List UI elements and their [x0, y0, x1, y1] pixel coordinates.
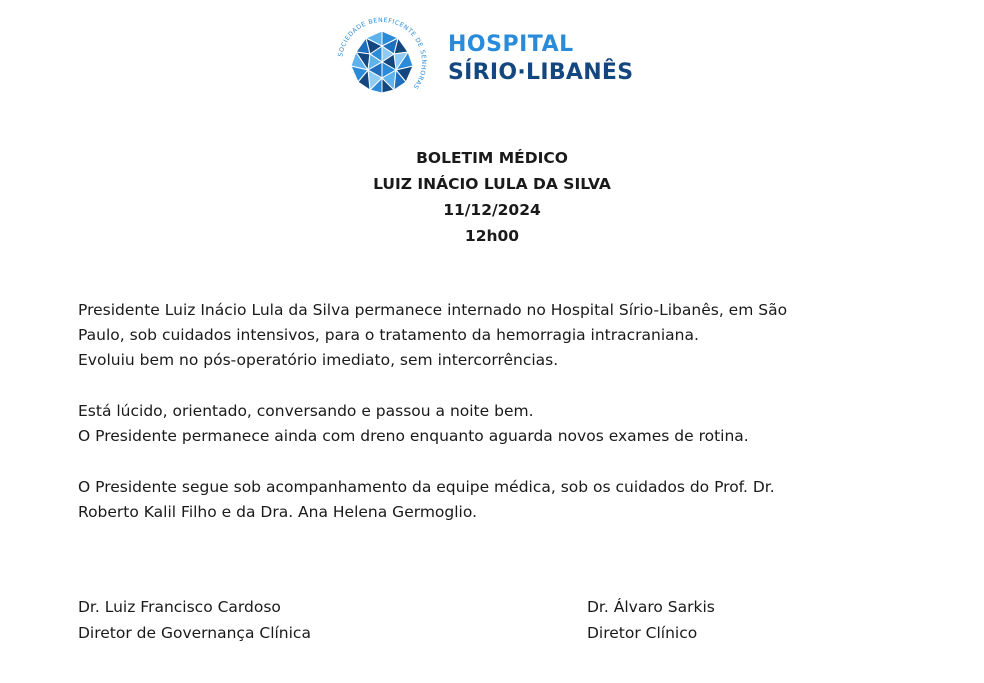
signature-right	[587, 594, 715, 646]
bulletin-body	[78, 298, 898, 551]
paragraph-3	[78, 475, 898, 525]
signature-left	[78, 594, 311, 646]
paragraph-line: Está lúcido, orientado, conversando e passou a noite bem.	[78, 402, 534, 420]
signatory-title: Diretor Clínico	[587, 624, 698, 642]
paragraph-2	[78, 399, 898, 449]
hospital-logo	[336, 16, 666, 108]
bulletin-time: 12h00	[464, 227, 520, 245]
paragraph-1	[78, 298, 898, 373]
bulletin-title: BOLETIM MÉDICO	[416, 149, 568, 167]
paragraph-line: Paulo, sob cuidados intensivos, para o tratamento da hemorragia intracraniana.	[78, 326, 699, 344]
paragraph-line: Presidente Luiz Inácio Lula da Silva permanece internado no Hospital Sírio-Libanês, em São	[78, 301, 788, 319]
bulletin-heading	[0, 145, 984, 249]
signatory-name: Dr. Luiz Francisco Cardoso	[78, 598, 281, 616]
paragraph-line: O Presidente permanece ainda com dreno enquanto aguarda novos exames de rotina.	[78, 427, 749, 445]
signatory-name: Dr. Álvaro Sarkis	[587, 598, 715, 616]
signatory-title: Diretor de Governança Clínica	[78, 624, 311, 642]
paragraph-line: Evoluiu bem no pós-operatório imediato, sem intercorrências.	[78, 351, 559, 369]
logo-line2: SÍRIO·LIBANÊS	[448, 60, 634, 85]
hospital-wordmark	[448, 34, 633, 84]
paragraph-line: Roberto Kalil Filho e da Dra. Ana Helena Germoglio.	[78, 503, 478, 521]
logo-ring-text: SOCIEDADE BENEFICENTE DE SENHORAS	[337, 16, 428, 91]
logo-line1: HOSPITAL	[448, 32, 574, 57]
hospital-emblem-icon	[336, 16, 428, 108]
bulletin-date: 11/12/2024	[443, 201, 541, 219]
patient-name: LUIZ INÁCIO LULA DA SILVA	[373, 175, 611, 193]
paragraph-line: O Presidente segue sob acompanhamento da equipe médica, sob os cuidados do Prof. Dr.	[78, 478, 775, 496]
